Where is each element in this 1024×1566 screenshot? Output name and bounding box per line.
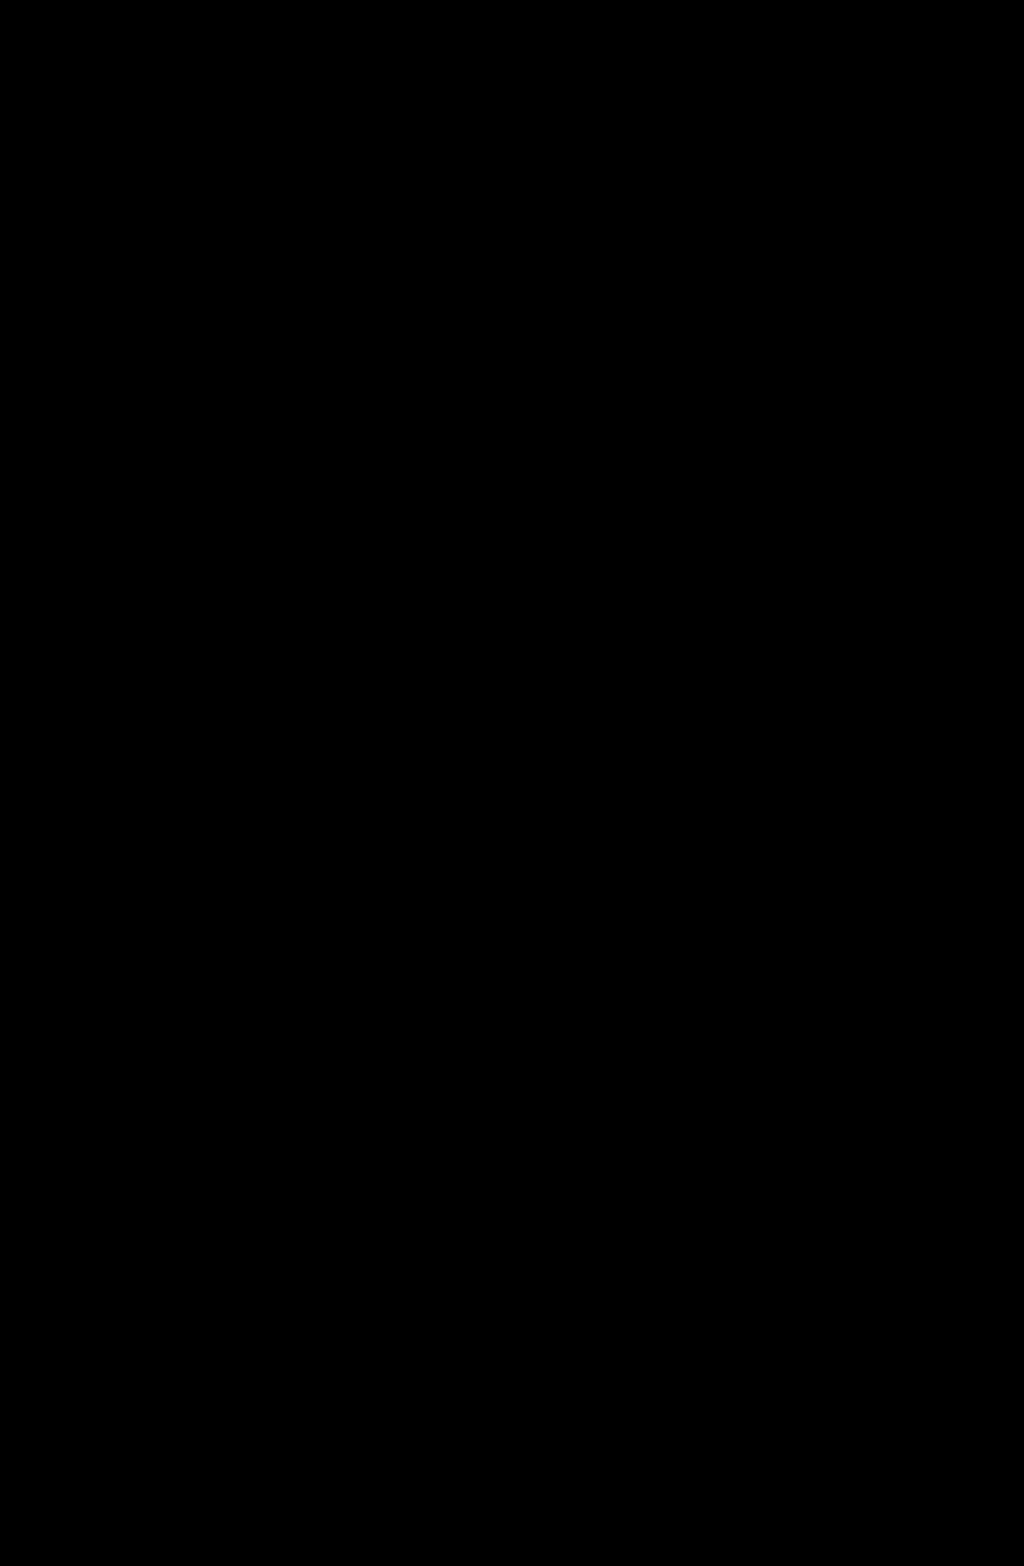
text-line-17: δίνουν έμφαση στον καθορισμό μιας πραγματοποιημένης επιτυχίας. Οι δάσκαλοι, οι [83, 743, 861, 764]
text-line-4: το άτομο από τα στοιχεία του περιβάλλοντος στην υιοθέτηση των προσωπικών του [83, 246, 861, 267]
text-line-1: οποίο ζει. Αν θέλουμε λοιπόν να κατανοήσουμε καλύτερα το «γιατί» της συμπεριφοράς [83, 132, 861, 153]
text-line-28: περισσότερα προσαρμοστικά κινητήρια πρότυπα στους μαθητές, ενώ κλίμα [83, 1163, 861, 1184]
text-line-24: ομαδοποιούνται τα θέματα, και ο τρόπος που οι σημαντικοί άλλοι αξιολογούν την [83, 1010, 861, 1031]
text-line-31: Στην μελέτη όμως των Digelidis N., Papaioannou A., Laparidis K., Christodoulidis T., [83, 1278, 861, 1299]
text-line-7: για να υποδείξει τις διαφορετικές ατμόσφαιρες που δημιουργούνται από τους [83, 361, 861, 382]
text-line-19: που έχουν, για το πιο πράγμα αποτελεί την επιτυχία και την αποτυχία είναι αντιληπτό. [83, 819, 739, 840]
text-line-29: προσανατολισμένο προς το εγώ, την ανταγωνιστικότητα προωθεί λιγότερα [83, 1201, 861, 1222]
text-line-11: αποτέλεσαν το κινητήριο κλίμα και τον τρόπο με τον οποίο αυτά τα στοιχεία μπορούν [83, 514, 861, 535]
text-line-26: Στα πλαίσια της ΦΑ, μερικές μελέτες έχουν καταδείξει ότι το κινητήριο κλίμα που [83, 1087, 861, 1108]
text-line-5: στόχων (Digelidis, 1996). [83, 285, 279, 306]
text-line-12: να χρησιμοποιηθούν για να δημιουργήσουν, υπό τους όρους της Ames, είτε ένα κλίμα [83, 552, 861, 573]
text-line-18: προπονητές, και οι γονείς δημιουργούν το ψυχολογικό κλίμα στο οποίο τα κριτήρια [83, 781, 861, 802]
text-line-8: ενηλίκους στα περιβάλλοντα παρακίνησης. Η μελέτη από την Ames (1992) και τους [83, 399, 861, 420]
text-line-23: συστήματα ανταμοιβής, ο τρόπος που σχεδιάζεται η πρακτική, ο τρόπος που [83, 972, 861, 993]
text-line-30: προσαρμοστικά κινητήρια πρότυπα (Kavussanu & Roberts, 1996 Roberts, 1992). [83, 1240, 702, 1261]
text-line-33: μάθηση ως προς την συμμετοχή, ήταν λιγότερο από το ποσοστό του 28% της διαφοράς [83, 1354, 861, 1375]
text-line-25: απόδοση. [83, 1049, 156, 1070]
page-number: 17 [841, 1471, 860, 1492]
text-line-9: συνεργάτες της, καθώς επίσης και ο Weigand (2001). σε μια άλλη έρευνα, [83, 437, 861, 458]
text-line-14: είναι να μαθευτούν, να προχωρήσουν, και να επιτευχθούν οι προσωπικοί στόχοι μέσω [83, 628, 861, 649]
text-line-21: προσανατολισμού στόχου των μαθητών είναι σημαντικός (Weigand, 2001). [83, 896, 657, 917]
text-line-2: των ατόμων, χρειάζεται κάποιος να μελετήσει τα χαρακτηριστικά του περιβάλλοντος [83, 170, 861, 191]
text-line-15: της εργασίας και της προσπάθειας, ή ένα κλίμα της ανταγωνιστικότητας, στους οποίους [83, 667, 861, 688]
text-line-16: η κοινωνική σύγκριση, ο διαπροσωπικός ανταγωνισμός, και το τελικό αποτέλεσμα [83, 705, 861, 726]
text-line-3: που ζει και κινείται το άτομο και, το πιο σημαντικό, το αν και κατά πόσο επηρεάζεται [83, 208, 861, 229]
text-line-10: εστιάστηκαν κυρίως στο σχολικό περιβάλλον και ανέλυσαν τα στοιχεία που [83, 476, 861, 497]
text-line-6: Η κινητήρια έννοια του κλίματος παρακίνησης εισήχθη από την Ames (1992) [163, 323, 861, 344]
text-line-22: Τα στοιχεία που αποτελούν αυτό το κλίμα είναι: ο τρόπος που χρησιμοποιούνται τα [83, 934, 861, 955]
text-line-32: 2001), η αντίληψη των μαθητών για έμφαση του καθηγητή φυσικής αγωγής στη [83, 1316, 861, 1337]
text-line-13: μάθησης στο οποίο οι δάσκαλοι διαβιβάζουν στους μαθητές ότι ο σημαντικός στόχος [83, 590, 861, 611]
text-line-20: Πρέπει να αναφερθεί εδώ ότι ο ρόλος των δασκάλων στη καλλιέργεια του [83, 858, 861, 879]
text-line-27: προωθεί τον προσανατολισμό προς την μάθηση στις τάξεις της ΦΑ, ευνοεί [83, 1125, 861, 1146]
